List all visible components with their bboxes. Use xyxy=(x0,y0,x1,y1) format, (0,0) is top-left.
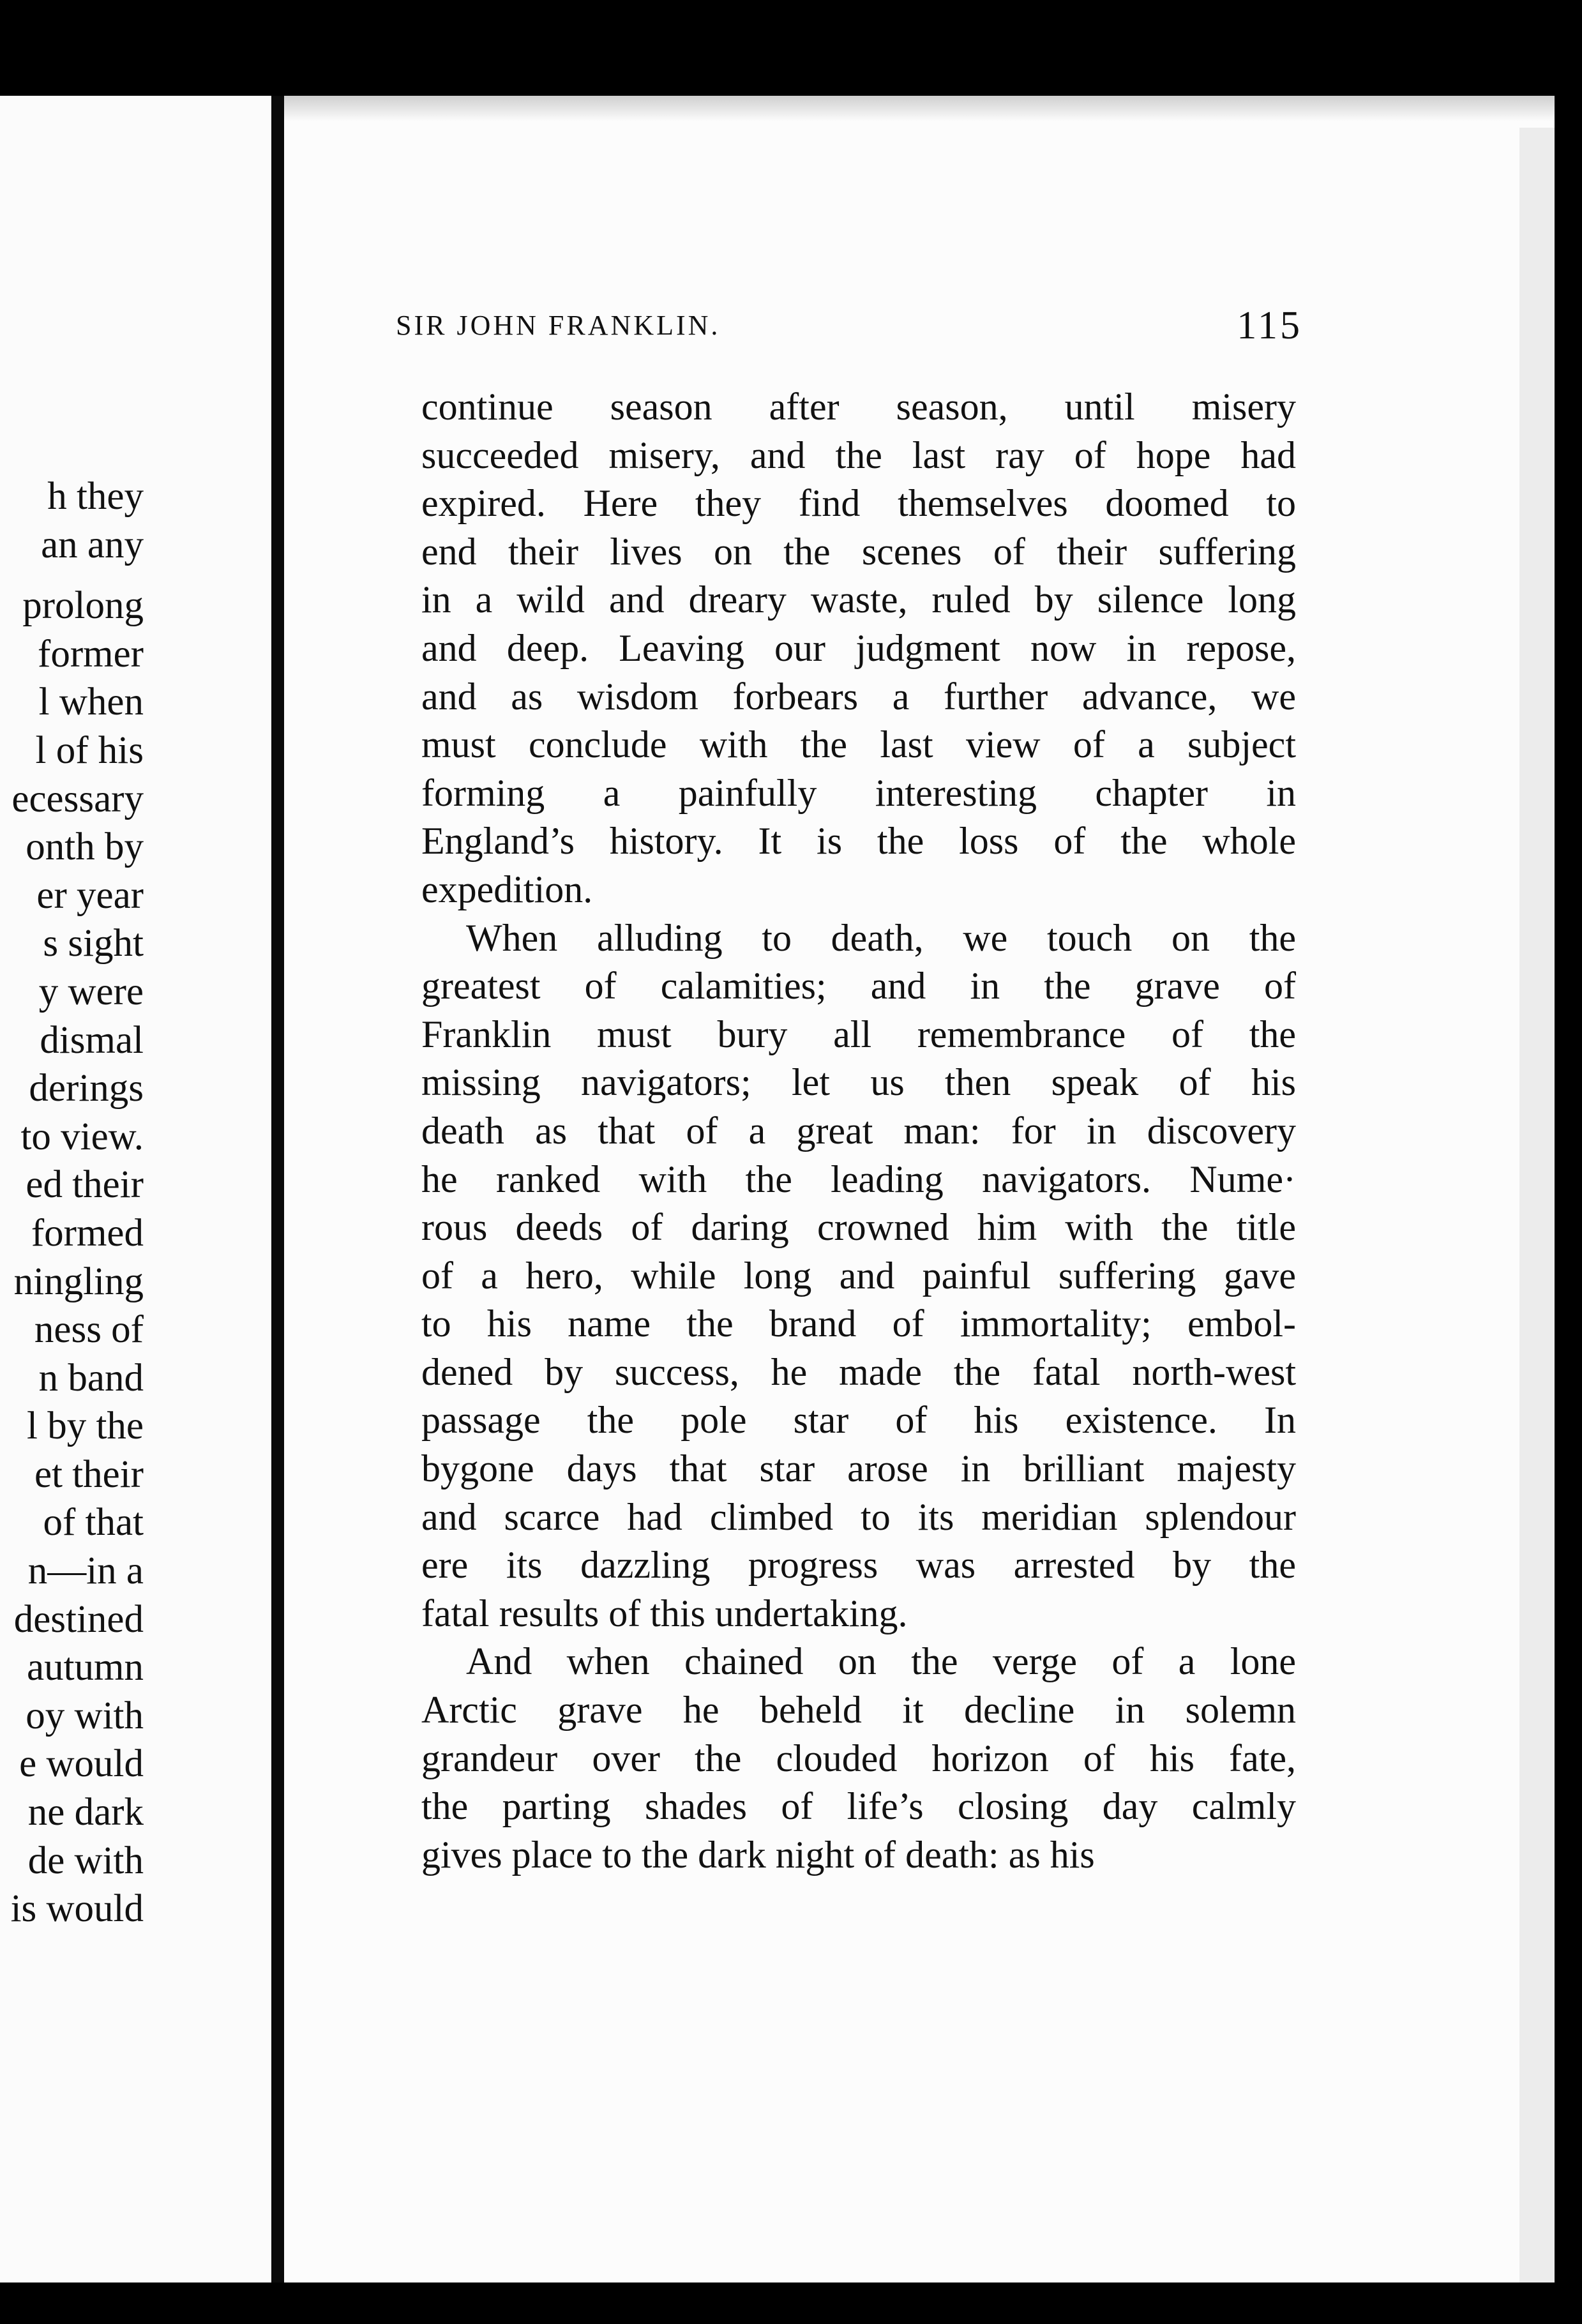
paragraph xyxy=(421,1638,1296,1879)
text-line: rous deeds of daring crowned him with the title xyxy=(421,1206,1296,1249)
running-head xyxy=(396,300,1302,351)
text-line: the parting shades of life’s closing day calmly xyxy=(421,1785,1296,1828)
text-line: and deep. Leaving our judgment now in repose, xyxy=(421,626,1296,669)
text-line: he ranked with the leading navigators. Nume· xyxy=(421,1158,1296,1200)
previous-page-line: destined xyxy=(13,1597,144,1641)
text-line: bygone days that star arose in brilliant majesty xyxy=(421,1447,1296,1490)
text-line: When alluding to death, we touch on the xyxy=(466,916,1296,959)
text-line: and scarce had climbed to its meridian splendour xyxy=(421,1495,1296,1538)
previous-page-line: l by the xyxy=(27,1405,144,1448)
page-edge xyxy=(1519,128,1555,2282)
previous-page-line: l when xyxy=(38,681,144,724)
previous-page-line: oy with xyxy=(26,1694,144,1737)
running-title: SIR JOHN FRANKLIN. xyxy=(396,310,721,341)
previous-page-line: an any xyxy=(41,523,144,566)
previous-page-line: h they xyxy=(47,475,144,518)
text-line: Arctic grave he beheld it decline in solemn xyxy=(421,1689,1296,1732)
text-line: missing navigators; let us then speak of his xyxy=(421,1061,1296,1104)
previous-page-line: ed their xyxy=(26,1163,144,1207)
text-line: grandeur over the clouded horizon of his fate, xyxy=(421,1737,1296,1779)
previous-page-line: n—in a xyxy=(27,1550,144,1593)
previous-page-line: e would xyxy=(19,1742,144,1786)
text-line: end their lives on the scenes of their suffering xyxy=(421,530,1296,573)
text-line: continue season after season, until misery xyxy=(421,386,1296,428)
previous-page-line: er year xyxy=(36,873,144,917)
left-line-gap xyxy=(0,569,144,582)
previous-page-line: ness of xyxy=(34,1308,144,1352)
previous-page-line: et their xyxy=(34,1452,144,1496)
text-line: England’s history. It is the loss of the whole xyxy=(421,820,1296,863)
previous-page-line: dismal xyxy=(40,1018,144,1062)
previous-page-line: is would xyxy=(10,1887,144,1931)
text-line: expired. Here they find themselves doomed to xyxy=(421,482,1296,525)
text-line: in a wild and dreary waste, ruled by silence long xyxy=(421,578,1296,621)
text-line: dened by success, he made the fatal north-west xyxy=(421,1350,1296,1393)
previous-page-text xyxy=(0,472,144,1933)
previous-page-line: s sight xyxy=(43,922,144,965)
previous-page-line: prolong xyxy=(22,584,144,628)
text-line: succeeded misery, and the last ray of hope had xyxy=(421,434,1296,476)
page-number: 115 xyxy=(1237,304,1302,347)
page-top-shadow xyxy=(284,96,1555,121)
previous-page-line: former xyxy=(38,632,144,675)
page-body-text xyxy=(421,383,1296,1879)
text-line: to his name the brand of immortality; embol- xyxy=(421,1302,1296,1345)
previous-page-line: onth by xyxy=(26,826,144,869)
previous-page-line: ningling xyxy=(13,1260,144,1303)
previous-page-line: ne dark xyxy=(27,1791,144,1834)
text-line: forming a painfully interesting chapter in xyxy=(421,771,1296,814)
text-line: gives place to the dark night of death: as his xyxy=(421,1833,1095,1876)
text-line: and as wisdom forbears a further advance, we xyxy=(421,675,1296,718)
previous-page xyxy=(0,96,271,2282)
previous-page-line: derings xyxy=(29,1067,144,1110)
previous-page-line: de with xyxy=(27,1839,144,1882)
previous-page-line: of that xyxy=(43,1501,144,1544)
text-line: death as that of a great man: for in discovery xyxy=(421,1109,1296,1152)
previous-page-line: y were xyxy=(38,970,144,1013)
previous-page-line: n band xyxy=(38,1356,144,1400)
page-gutter xyxy=(271,96,284,2282)
text-line: Franklin must bury all remembrance of the xyxy=(421,1013,1296,1055)
text-line: fatal results of this undertaking. xyxy=(421,1592,908,1634)
previous-page-line: formed xyxy=(31,1211,144,1255)
text-line: of a hero, while long and painful suffering gave xyxy=(421,1254,1296,1297)
text-line: greatest of calamities; and in the grave of xyxy=(421,965,1296,1007)
previous-page-line: autumn xyxy=(27,1646,144,1689)
previous-page-line: ecessary xyxy=(11,777,144,820)
text-line: passage the pole star of his existence. In xyxy=(421,1399,1296,1442)
paragraph xyxy=(421,914,1296,1638)
text-line: must conclude with the last view of a subject xyxy=(421,723,1296,766)
text-line: ere its dazzling progress was arrested by the xyxy=(421,1544,1296,1587)
previous-page-line: l of his xyxy=(35,728,144,772)
previous-page-line: to view. xyxy=(20,1115,144,1158)
text-line: expedition. xyxy=(421,868,593,910)
paragraph xyxy=(421,383,1296,914)
text-line: And when chained on the verge of a lone xyxy=(466,1640,1296,1683)
